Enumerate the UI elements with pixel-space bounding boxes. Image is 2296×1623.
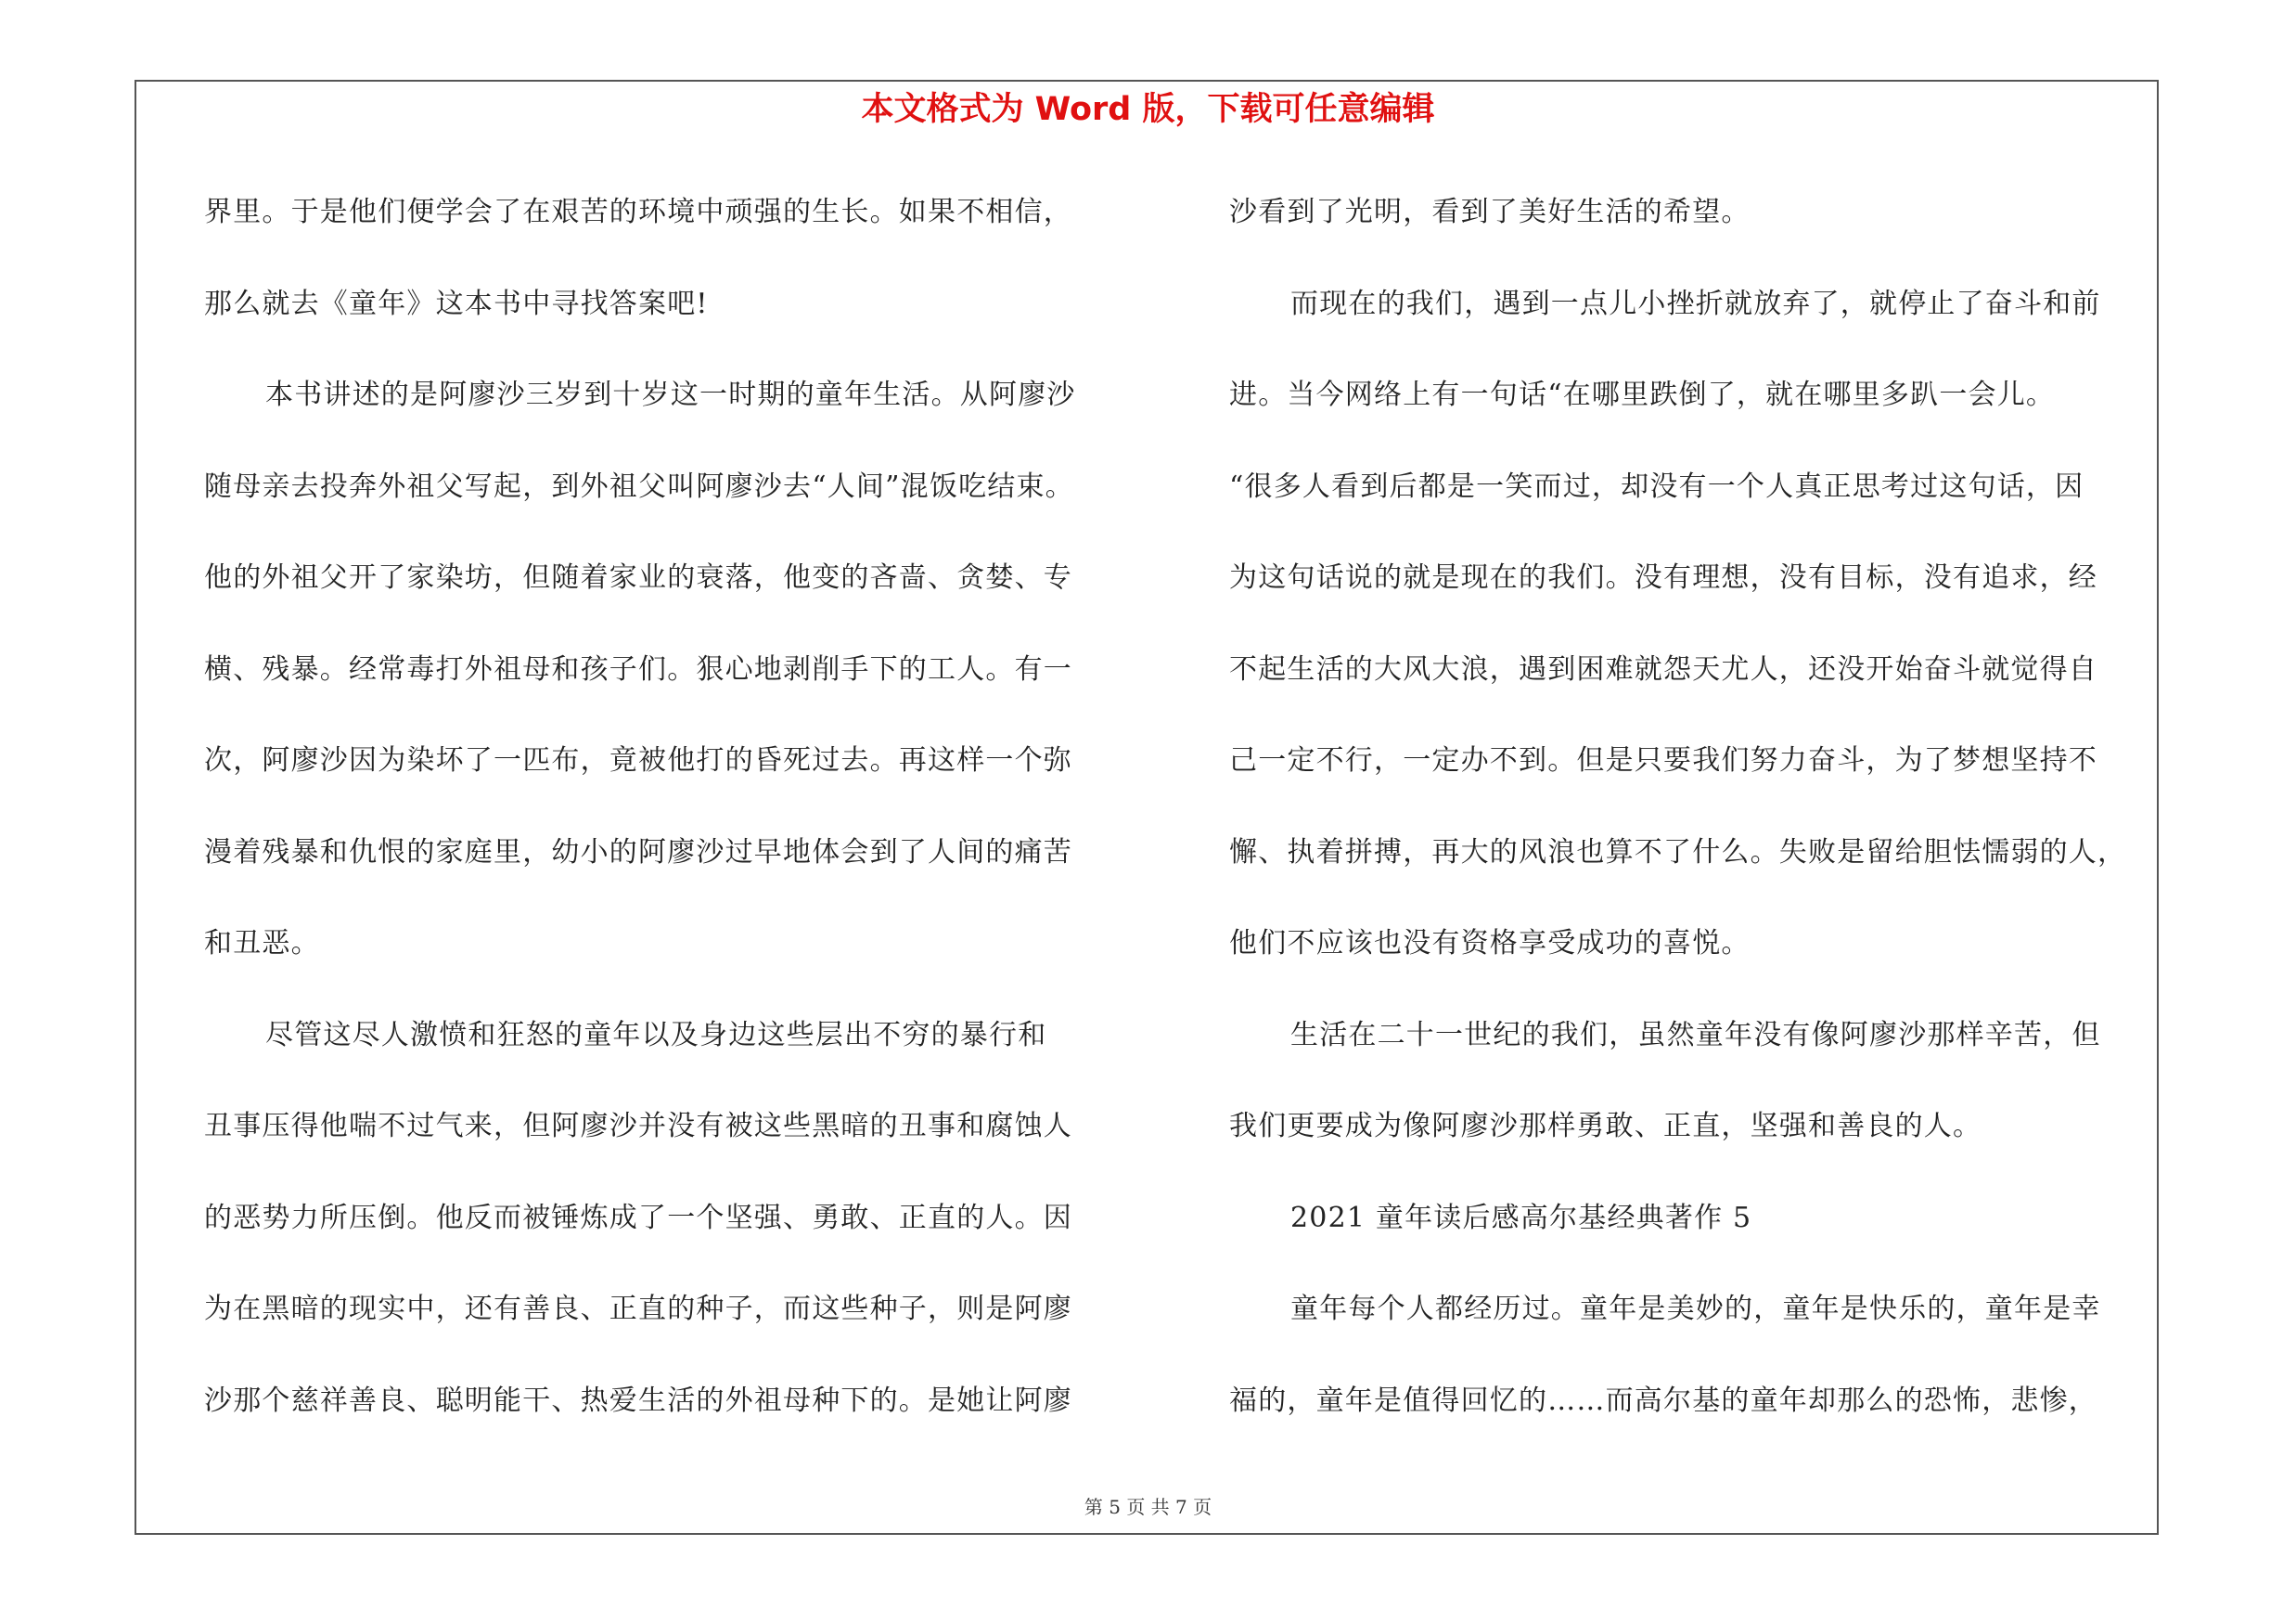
text-line: “很多人看到后都是一笑而过，却没有一个人真正思考过这句话，因 [1229, 470, 2084, 503]
text-line: 沙那个慈祥善良、聪明能干、热爱生活的外祖母种下的。是她让阿廖 [204, 1384, 1072, 1417]
text-line: 的恶势力所压倒。他反而被锤炼成了一个坚强、勇敢、正直的人。因 [204, 1201, 1072, 1234]
header-banner: 本文格式为 Word 版，下载可任意编辑 [861, 91, 1435, 128]
text-line: 2021 童年读后感高尔基经典著作 5 [1290, 1201, 1752, 1234]
text-line: 而现在的我们，遇到一点儿小挫折就放弃了，就停止了奋斗和前 [1290, 287, 2101, 320]
text-line: 次，阿廖沙因为染坏了一匹布，竟被他打的昏死过去。再这样一个弥 [204, 744, 1072, 777]
text-line: 本书讲述的是阿廖沙三岁到十岁这一时期的童年生活。从阿廖沙 [265, 379, 1076, 411]
text-line: 为这句话说的就是现在的我们。没有理想，没有目标，没有追求，经 [1229, 561, 2097, 594]
text-line: 为在黑暗的现实中，还有善良、正直的种子，而这些种子，则是阿廖 [204, 1293, 1072, 1325]
text-line: 丑事压得他喘不过气来，但阿廖沙并没有被这些黑暗的丑事和腐蚀人 [204, 1110, 1072, 1142]
text-line: 那么就去《童年》这本书中寻找答案吧! [204, 287, 709, 320]
text-line: 漫着残暴和仇恨的家庭里，幼小的阿廖沙过早地体会到了人间的痛苦 [204, 835, 1072, 869]
text-line: 福的，童年是值得回忆的……而高尔基的童年却那么的恐怖，悲惨， [1229, 1384, 2097, 1417]
text-line: 生活在二十一世纪的我们，虽然童年没有像阿廖沙那样辛苦，但 [1290, 1018, 2101, 1051]
text-line: 随母亲去投奔外祖父写起，到外祖父叫阿廖沙去“人间”混饭吃结束。 [204, 470, 1074, 503]
text-line: 不起生活的大风大浪，遇到困难就怨天尤人，还没开始奋斗就觉得自 [1229, 652, 2097, 686]
text-line: 童年每个人都经历过。童年是美妙的，童年是快乐的，童年是幸 [1290, 1293, 2101, 1325]
right-column [1229, 181, 2157, 1461]
text-line: 他们不应该也没有资格享受成功的喜悦。 [1229, 927, 1751, 960]
left-column [204, 181, 1132, 1461]
text-line: 懈、执着拼搏，再大的风浪也算不了什么。失败是留给胆怯懦弱的人， [1229, 835, 2127, 869]
text-line: 他的外祖父开了家染坊，但随着家业的衰落，他变的吝啬、贪婪、专 [204, 561, 1072, 594]
text-line: 进。当今网络上有一句话“在哪里跌倒了，就在哪里多趴一会儿。 [1229, 379, 2056, 411]
text-line: 和丑恶。 [204, 927, 320, 960]
text-line: 界里。于是他们便学会了在艰苦的环境中顽强的生长。如果不相信， [204, 196, 1072, 228]
text-line: 己一定不行，一定办不到。但是只要我们努力奋斗，为了梦想坚持不 [1229, 744, 2097, 777]
page-indicator: 第 5 页 共 7 页 [1084, 1496, 1212, 1518]
text-line: 沙看到了光明，看到了美好生活的希望。 [1229, 196, 1751, 228]
text-line: 尽管这尽人激愤和狂怒的童年以及身边这些层出不穷的暴行和 [265, 1018, 1047, 1051]
text-line: 横、残暴。经常毒打外祖母和孩子们。狠心地剥削手下的工人。有一 [204, 652, 1072, 686]
text-line: 我们更要成为像阿廖沙那样勇敢、正直，坚强和善良的人。 [1229, 1110, 1982, 1142]
